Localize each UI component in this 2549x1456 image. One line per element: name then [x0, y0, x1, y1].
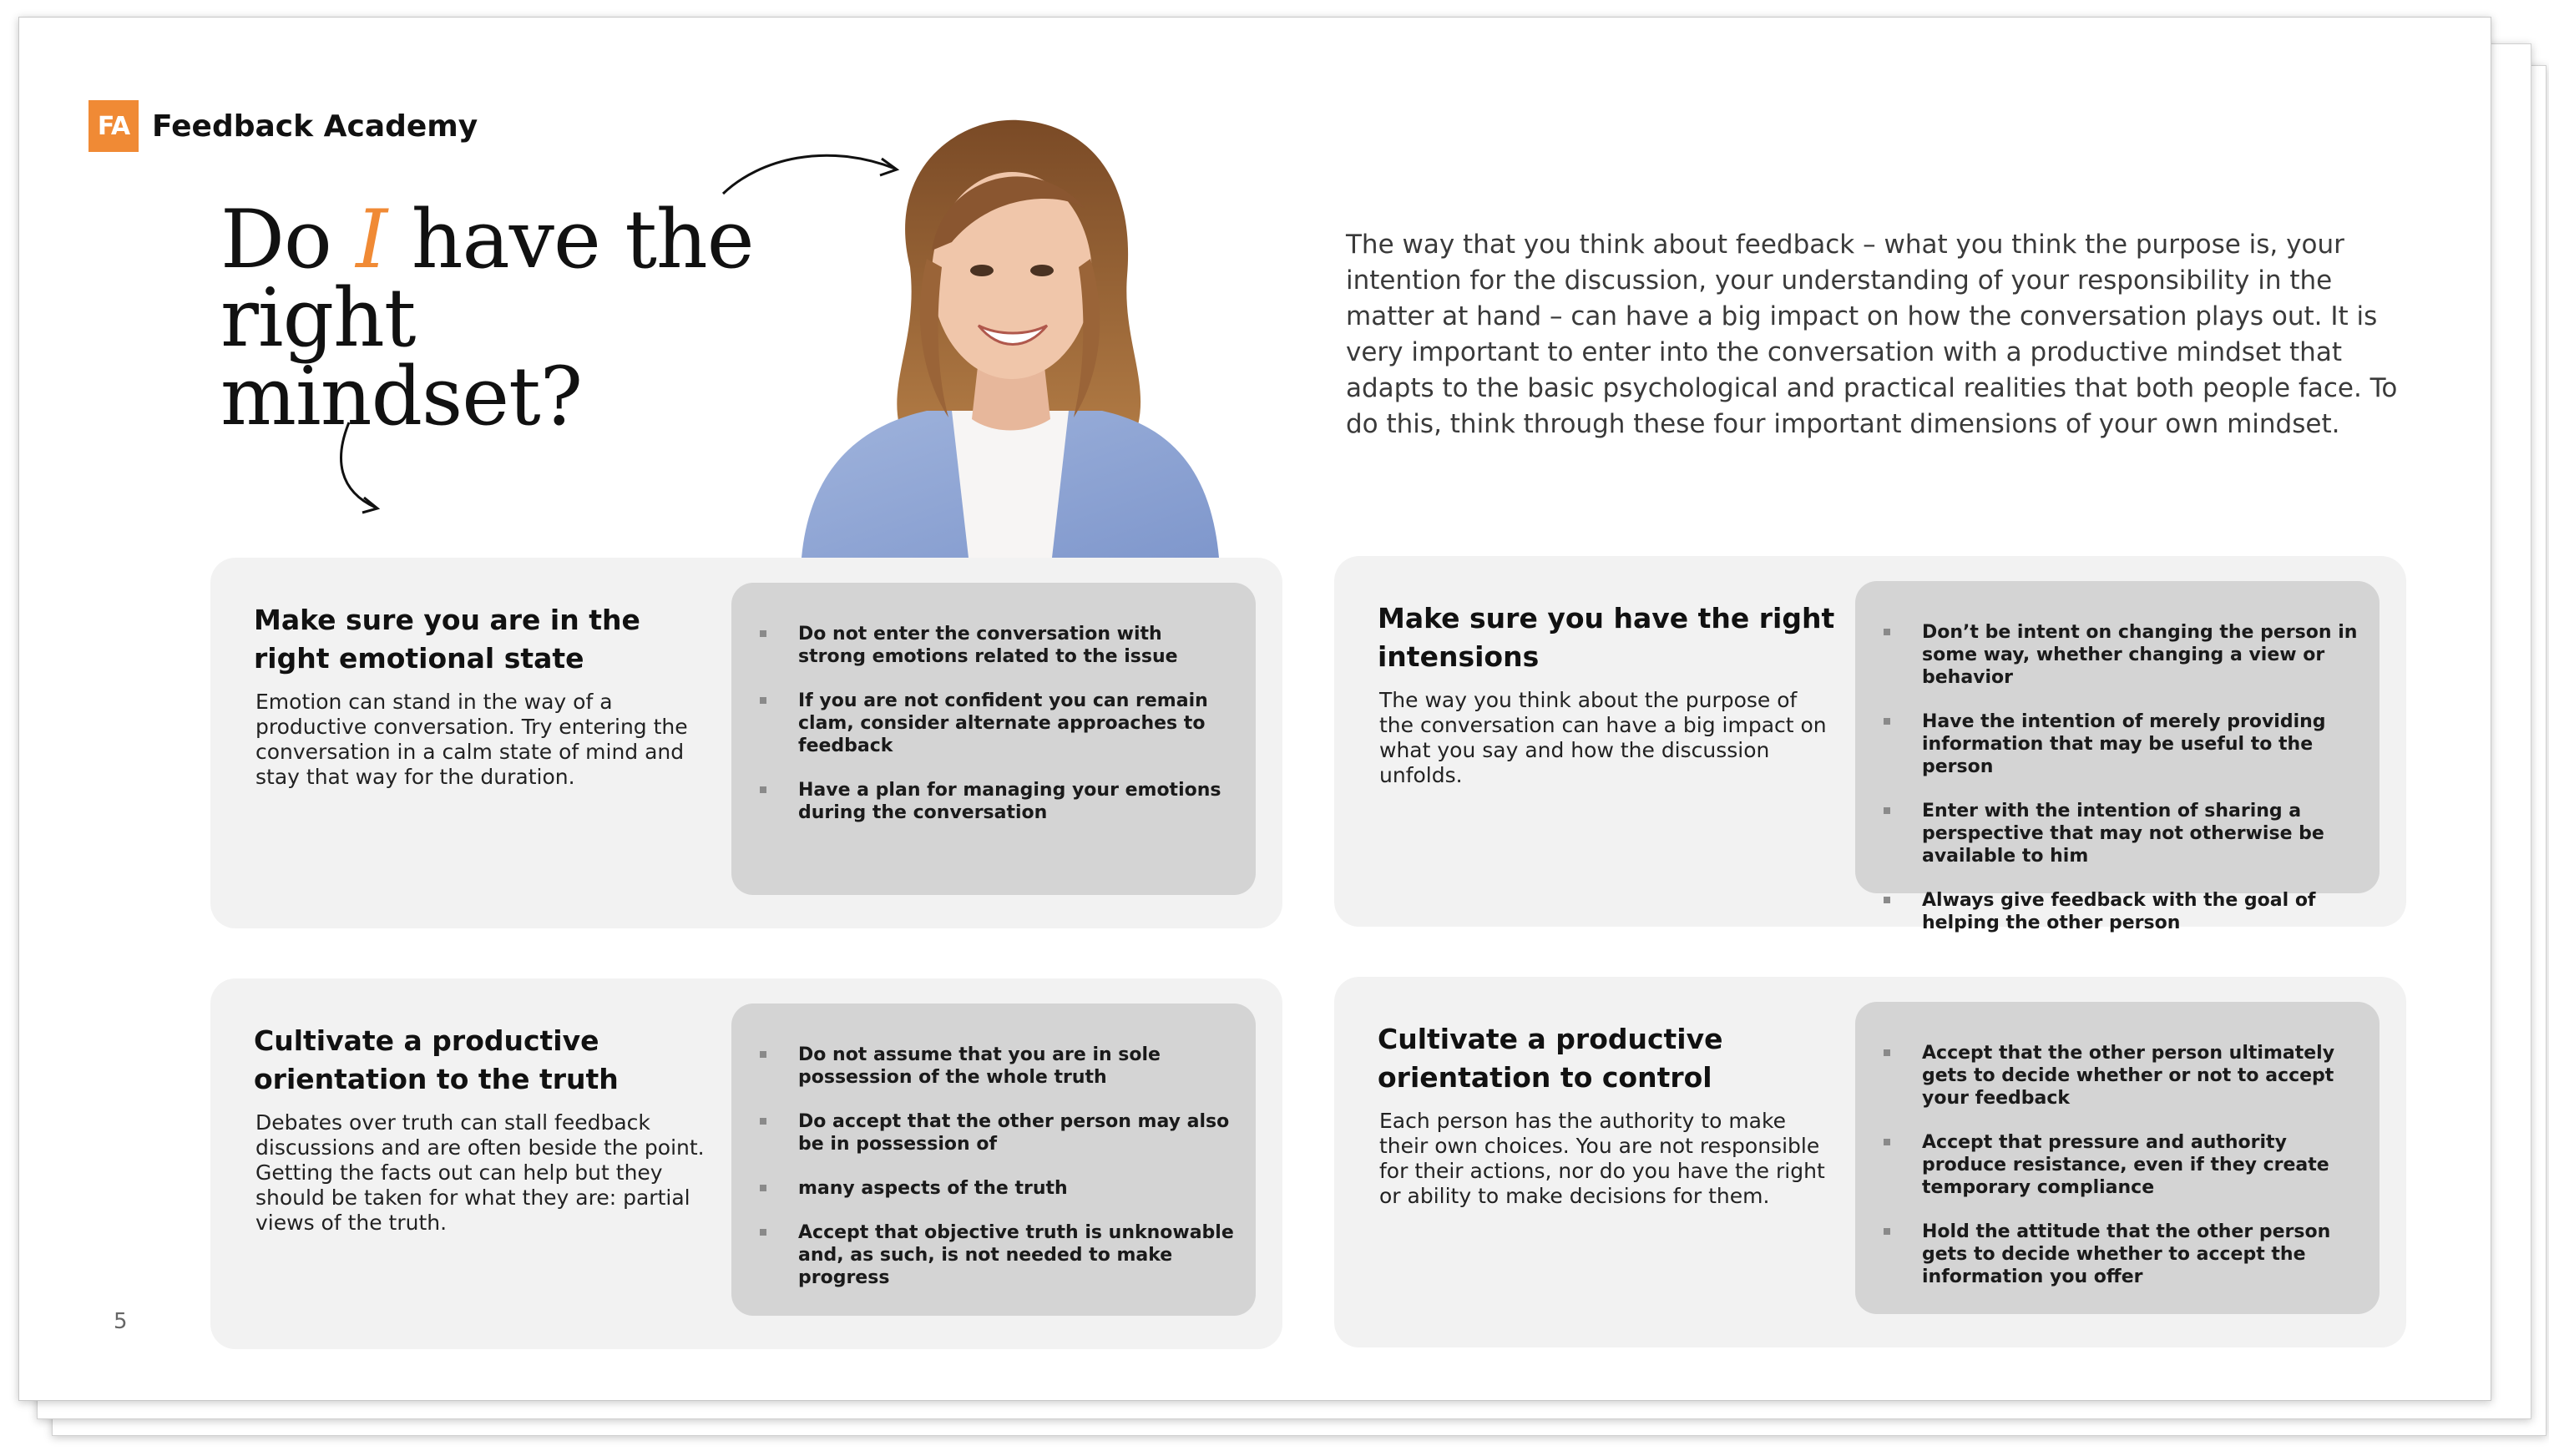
point-text: Don’t be intent on changing the person in some way, whether changing a view or behavior	[1922, 622, 2358, 688]
bullet-icon	[1884, 807, 1890, 814]
bullet-icon	[760, 1185, 766, 1191]
card-heading: Make sure you have the right intensions	[1378, 602, 1835, 673]
list-item	[798, 1110, 1236, 1155]
bullet-icon	[1884, 1228, 1890, 1235]
card-body: Emotion can stand in the way of a productive conversation. Try entering the conversation in a calm state of mind and stay that way for the duration.	[255, 690, 688, 789]
list-item	[798, 690, 1236, 757]
card-points-panel	[731, 583, 1256, 895]
bullet-icon	[1884, 629, 1890, 635]
title-accent: I	[356, 193, 387, 286]
card-body: The way you think about the purpose of the conversation can have a big impact on what you say and how the discussion unfolds.	[1379, 688, 1827, 787]
card-heading: Cultivate a productive orientation to the truth	[254, 1024, 619, 1095]
bullet-icon	[760, 1051, 766, 1058]
point-text: Hold the attitude that the other person gets to decide whether to accept the information you offer	[1922, 1221, 2331, 1287]
list-item	[1922, 621, 2359, 689]
bullet-icon	[1884, 718, 1890, 725]
point-text: Accept that pressure and authority produce resistance, even if they create temporary compliance	[1922, 1132, 2329, 1198]
list-item	[1922, 1042, 2359, 1110]
point-text: Accept that objective truth is unknowable and, as such, is not needed to make progress	[798, 1222, 1234, 1288]
title-part: have the right mindset?	[220, 193, 754, 443]
page-title	[220, 193, 755, 443]
mindset-card-intentions	[1334, 556, 2406, 933]
list-item	[798, 1044, 1236, 1089]
point-text: Always give feedback with the goal of helping the other person	[1922, 890, 2316, 933]
list-item	[798, 779, 1236, 824]
card-heading: Cultivate a productive orientation to control	[1378, 1023, 1723, 1094]
point-text: Do not enter the conversation with strong emotions related to the issue	[798, 624, 1178, 667]
list-item	[798, 1177, 1236, 1200]
logo-badge: FA	[89, 100, 139, 152]
point-text: Have the intention of merely providing information that may be useful to the person	[1922, 711, 2326, 777]
title-part: Do	[220, 193, 357, 286]
list-item	[1922, 710, 2359, 778]
card-points-panel	[1855, 581, 2380, 933]
brand-logo	[89, 100, 478, 152]
card-body: Debates over truth can stall feedback discussions and are often beside the point. Getting the facts out can help but they should be taken for what they are: partial views of the truth.	[255, 1110, 705, 1235]
card-points-panel	[731, 1004, 1256, 1316]
mindset-card-control	[1334, 977, 2406, 1347]
list-item	[1922, 889, 2359, 934]
bullet-icon	[1884, 897, 1890, 903]
curved-arrow-down-icon	[327, 417, 394, 518]
list-item	[1922, 1221, 2359, 1288]
presenter-portrait	[785, 117, 1236, 558]
point-text: Accept that the other person ultimately gets to decide whether or not to accept your feedback	[1922, 1043, 2335, 1109]
list-item	[1922, 1131, 2359, 1199]
mindset-card-truth	[210, 978, 1282, 1349]
point-text: many aspects of the truth	[798, 1178, 1068, 1199]
point-text: Do not assume that you are in sole possession of the whole truth	[798, 1044, 1161, 1088]
card-heading: Make sure you are in the right emotional state	[254, 604, 640, 675]
point-text: Enter with the intention of sharing a perspective that may not otherwise be available to him	[1922, 801, 2324, 867]
list-item	[798, 1221, 1236, 1289]
card-body: Each person has the authority to make their own choices. You are not responsible for their actions, nor do you have the right or ability to make decisions for them.	[1379, 1109, 1825, 1208]
bullet-icon	[760, 630, 766, 637]
card-points-panel	[1855, 1002, 2380, 1314]
bullet-icon	[760, 1229, 766, 1236]
list-item	[798, 623, 1236, 668]
mindset-card-emotional-state	[210, 558, 1282, 928]
page-number: 5	[114, 1309, 128, 1334]
point-text: Do accept that the other person may also be in possession of	[798, 1111, 1230, 1155]
bullet-icon	[760, 1118, 766, 1125]
bullet-icon	[1884, 1049, 1890, 1056]
bullet-icon	[760, 697, 766, 704]
bullet-icon	[760, 786, 766, 793]
intro-paragraph: The way that you think about feedback – what you think the purpose is, your intention for the discussion, your understanding of your responsibility in the matter at hand – can have a big impact on how the conversation plays out. It is very important to enter into the conversation with a productive mindset that adapts to the basic psychological and practical realities that both people face. To do this, think through these four important dimensions of your own mindset.	[1346, 230, 2398, 439]
list-item	[1922, 800, 2359, 867]
brand-name: Feedback Academy	[152, 109, 478, 144]
point-text: If you are not confident you can remain clam, consider alternate approaches to feedback	[798, 690, 1208, 756]
bullet-icon	[1884, 1139, 1890, 1145]
point-text: Have a plan for managing your emotions during the conversation	[798, 780, 1221, 823]
